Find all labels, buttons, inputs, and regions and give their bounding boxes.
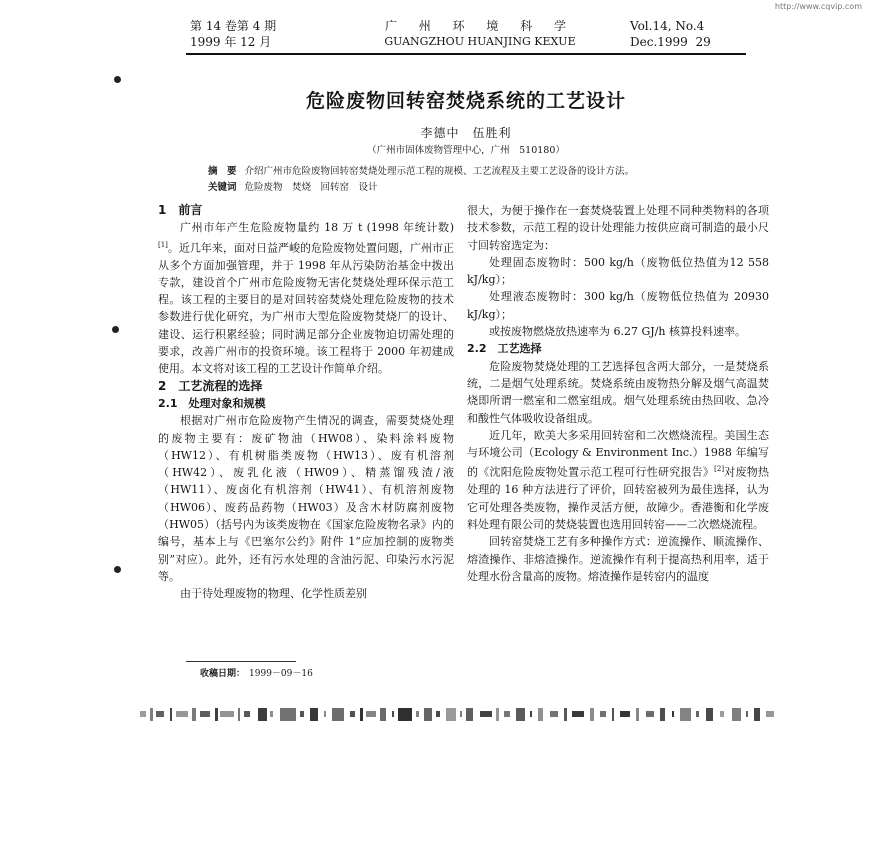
scan-noise-segment (416, 711, 419, 717)
authors: 李德中 伍胜利 (420, 126, 512, 140)
scan-noise-segment (270, 711, 273, 717)
scan-noise-segment (258, 708, 267, 721)
header-right (630, 18, 740, 50)
scan-noise-segment (538, 708, 543, 721)
volume-en: Vol.14, No.4 (630, 19, 705, 33)
scan-noise-segment (324, 711, 326, 717)
abstract-label: 摘 要 (208, 166, 237, 177)
scan-noise-segment (620, 711, 630, 717)
abstract-block (208, 164, 768, 196)
volume-cn: 第 14 卷第 4 期 (190, 19, 277, 33)
scan-noise-segment (220, 711, 234, 717)
scan-noise-segment (636, 708, 639, 721)
paragraph-waste-types: 根据对广州市危险废物产生情况的调查，需要焚烧处理的废物主要有：废矿物油（HW08）、染料涂料废物（HW12）、有机树脂类废物（HW13）、废有机溶剂（HW42）、废乳化液（HW09）、精蒸馏残渣/液（HW11）、废卤化有机溶剂（HW41）、有机溶剂废物（HW06）、废药品药物（HW03）及含木材防腐剂废物（HW05）（括号内为该类废物在《国家危险废物名录》内的编号，基本上与《巴塞尔公约》附件 1“应加控制的废物类别”对应）。此外，还有污水处理的含油污泥、印染污水污泥等。 (158, 414, 454, 583)
scan-noise-segment (380, 708, 386, 721)
citation-1: [1] (158, 240, 168, 249)
scan-noise-segment (140, 711, 146, 717)
scan-noise-segment (150, 708, 153, 721)
capacity-solid: 处理固态废物时：500 kg/h（废物低位热值为12 558 kJ/kg）； (467, 255, 769, 287)
right-column (467, 202, 769, 585)
date-en: Dec.1999 (630, 35, 688, 49)
scan-artifact-bar (140, 704, 780, 724)
scan-noise-segment (192, 708, 196, 721)
intro-text-a: 广州市年产生危险废物量约 18 万 t (1998 年统计数) (180, 221, 454, 235)
abstract-text: 介绍广州市危险废物回转窑焚烧处理示范工程的规模、工艺流程及主要工艺设备的设计方法。 (244, 166, 635, 177)
left-column (158, 202, 454, 602)
scan-noise-segment (530, 711, 532, 717)
scan-noise-segment (398, 708, 412, 721)
paragraph-properties: 由于待处理废物的物理、化学性质差别 (180, 587, 367, 601)
scan-noise-segment (244, 711, 250, 717)
scan-noise-segment (766, 711, 774, 717)
scan-noise-segment (706, 708, 713, 721)
scan-noise-segment (680, 708, 691, 721)
scan-noise-segment (424, 708, 432, 721)
scan-noise-segment (660, 708, 665, 721)
section-2-heading: 2 工艺流程的选择 (158, 378, 263, 393)
scan-noise-segment (238, 708, 240, 721)
binding-hole-dot (114, 76, 121, 83)
scan-noise-segment (612, 708, 614, 721)
scan-noise-segment (564, 708, 567, 721)
received-label: 收稿日期： (200, 669, 246, 679)
scan-noise-segment (392, 711, 394, 717)
footnote-rule (186, 661, 296, 662)
abstract (208, 164, 768, 180)
binding-hole-dot (112, 326, 119, 333)
scan-noise-segment (600, 711, 606, 717)
watermark-url: http://www.cqvip.com (774, 2, 862, 11)
scan-noise-segment (516, 708, 525, 721)
scan-noise-segment (466, 708, 473, 721)
capacity-liquid: 处理液态废物时：300 kg/h（废物低位热值为 20930 kJ/kg）； (467, 290, 769, 321)
capacity-rate: 或按废物燃烧放热速率为 6.27 GJ/h 核算投料速率。 (489, 325, 746, 339)
paragraph-intro (158, 219, 454, 377)
scan-noise-segment (176, 711, 188, 717)
date-cn: 1999 年 12 月 (190, 35, 272, 49)
scan-noise-segment (496, 708, 499, 721)
scan-noise-segment (332, 708, 344, 721)
scan-noise-segment (590, 708, 594, 721)
scan-noise-segment (360, 708, 363, 721)
scan-noise-segment (754, 708, 760, 721)
scan-noise-segment (300, 711, 304, 717)
keywords (208, 180, 768, 196)
affiliation: （广州市固体废物管理中心，广州 510180） (367, 145, 565, 156)
scan-noise-segment (572, 711, 584, 717)
scan-noise-segment (672, 711, 674, 717)
section-2-1-heading: 2.1 处理对象和规模 (158, 396, 266, 410)
paragraph-rotary-kiln (467, 427, 769, 533)
received-date (200, 666, 313, 679)
kiln-text-a: 近几年，欧美大多采用回转窑和二次燃烧流程。美国生态与环境公司（Ecology & Environment Inc.）1988 年编写的《沈阳危险废物处置示范工程可行性研究报告》 (467, 428, 769, 480)
scan-noise-segment (170, 708, 172, 721)
scan-noise-segment (436, 711, 440, 717)
scan-noise-segment (215, 708, 218, 721)
date-page-en (630, 34, 740, 50)
section-2-2-heading: 2.2 工艺选择 (467, 342, 542, 356)
paragraph-operation-modes: 回转窑焚烧工艺有多种操作方式：逆流操作、顺流操作、熔渣操作、非熔渣操作。逆流操作有利于提高热利用率，适于处理水份含量高的废物。熔渣操作是转窑内的温度 (467, 535, 769, 583)
paragraph-capacity: 很大，为便于操作在一套焚烧装置上处理不同种类物料的各项技术参数，示范工程的设计处理能力按供应商可制造的最小尺寸回转窑选定为： (467, 204, 769, 252)
received-value: 1999－09－16 (249, 669, 313, 679)
scan-noise-segment (446, 708, 456, 721)
scan-noise-segment (280, 708, 296, 721)
scan-noise-segment (646, 711, 654, 717)
article-title: 危险废物回转窑焚烧系统的工艺设计 (305, 90, 626, 112)
scan-noise-segment (200, 711, 210, 717)
scan-noise-segment (480, 711, 492, 717)
citation-2: [2] (714, 465, 725, 474)
scan-noise-segment (550, 711, 558, 717)
scan-noise-segment (504, 711, 510, 717)
scan-noise-segment (350, 711, 355, 717)
kiln-text-b: 对废物热处理的 16 种方法进行了评价，回转窑被列为最佳选择，认为它可处理各类废物，操作灵活方便，故障少。香港衡和化学废料处理有限公司的焚烧装置也选用回转窑——二次燃烧流程。 (467, 466, 770, 531)
keywords-label: 关键词 (208, 182, 237, 193)
scan-noise-segment (460, 711, 462, 717)
keywords-text: 危险废物 焚烧 回转窑 设计 (244, 182, 378, 193)
journal-name-cn: 广 州 环 境 科 学 (384, 19, 576, 33)
page-number: 29 (695, 35, 711, 49)
scan-noise-segment (696, 711, 699, 717)
header-rule (186, 53, 746, 55)
intro-text-b: 。近几年来，面对日益严峻的危险废物处置问题，广州市正从多个方面加强管理，并于 1998 年从污染防治基金中拨出专款，建设首个广州市危险废物无害化焚烧处理环保示范工程。该工程的主要目的是对回转窑焚烧处理危险废物的技术参数进行优化研究，为广州市大型危险废物焚烧厂的设计、建设、运行积累经验；同时满足部分企业废物迫切需处理的要求，改善广州市的投资环境。该工程将于 2000 年初建成使用。本文将对该工程的工艺设计作简单介绍。 (158, 241, 454, 376)
scan-noise-segment (310, 708, 318, 721)
paragraph-process-parts: 危险废物焚烧处理的工艺选择包含两大部分，一是焚烧系统，二是烟气处理系统。焚烧系统由废物热分解及烟气高温焚烧即所谓一燃室和二燃室组成。烟气处理系统由热回收、急冷和酸性气体吸收设备组成。 (467, 359, 769, 425)
binding-hole-dot (114, 566, 121, 573)
header-center (370, 18, 590, 50)
scan-noise-segment (732, 708, 741, 721)
scan-noise-segment (746, 711, 748, 717)
scan-noise-segment (366, 711, 376, 717)
header-left (190, 18, 276, 50)
section-1-heading: 1 前言 (158, 203, 203, 217)
scan-noise-segment (156, 711, 164, 717)
journal-name-en: GUANGZHOU HUANJING KEXUE (384, 35, 576, 48)
scan-noise-segment (720, 711, 724, 717)
